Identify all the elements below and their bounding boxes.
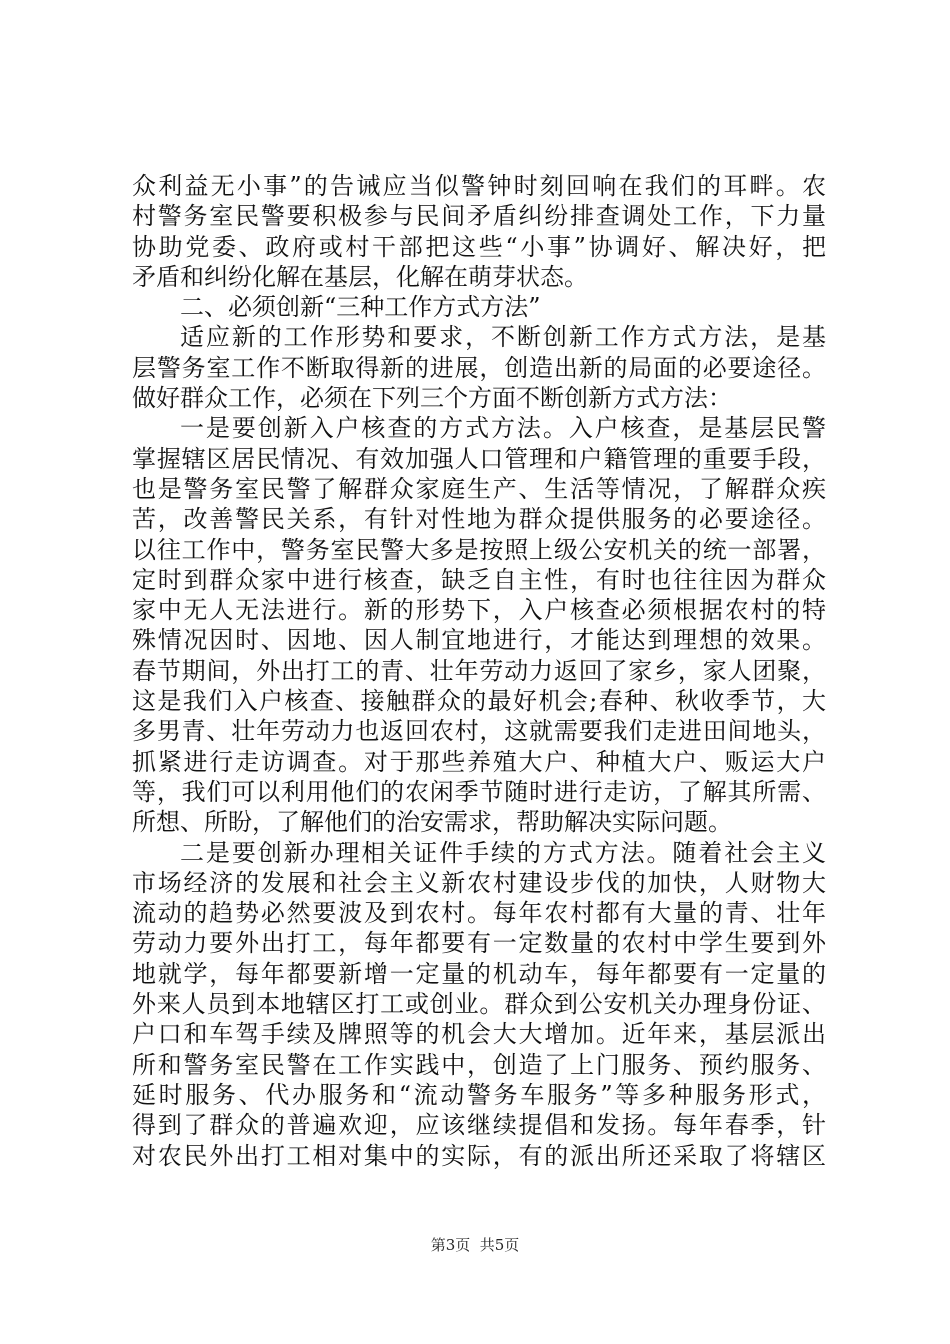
text-line: 一是要创新入户核查的方式方法。入户核查，是基层民警: [180, 414, 826, 443]
text-line: 掌握辖区居民情况、有效加强人口管理和户籍管理的重要手段，: [132, 444, 826, 473]
text-line: 矛盾和纠纷化解在基层，化解在萌芽状态。: [132, 262, 588, 291]
text-line: 对农民外出打工相对集中的实际，有的派出所还采取了将辖区: [132, 1141, 826, 1170]
text-line: 协助党委、政府或村干部把这些“小事”协调好、解决好，把: [132, 232, 826, 261]
text-line: 外来人员到本地辖区打工或创业。群众到公安机关办理身份证、: [132, 990, 826, 1019]
text-line: 所和警务室民警在工作实践中，创造了上门服务、预约服务、: [132, 1050, 826, 1079]
text-line: 层警务室工作不断取得新的进展，创造出新的局面的必要途径。: [132, 353, 826, 382]
page-footer: [0, 1235, 950, 1255]
text-line: 以往工作中，警务室民警大多是按照上级公安机关的统一部署，: [132, 535, 826, 564]
text-line: 地就学，每年都要新增一定量的机动车，每年都要有一定量的: [132, 959, 826, 988]
text-line: 抓紧进行走访调查。对于那些养殖大户、种植大户、贩运大户: [132, 747, 826, 776]
text-line: 也是警务室民警了解群众家庭生产、生活等情况，了解群众疾: [132, 474, 826, 503]
text-line: 多男青、壮年劳动力也返回农村，这就需要我们走进田间地头，: [132, 717, 826, 746]
text-line: 市场经济的发展和社会主义新农村建设步伐的加快，人财物大: [132, 868, 826, 897]
text-line: 春节期间，外出打工的青、壮年劳动力返回了家乡，家人团聚，: [132, 656, 826, 685]
text-line: 劳动力要外出打工，每年都要有一定数量的农村中学生要到外: [132, 929, 826, 958]
text-line: 延时服务、代办服务和“流动警务车服务”等多种服务形式，: [132, 1080, 826, 1109]
text-line: 家中无人无法进行。新的形势下，入户核查必须根据农村的特: [132, 596, 826, 625]
text-line: 流动的趋势必然要波及到农村。每年农村都有大量的青、壮年: [132, 899, 826, 928]
text-line: 等，我们可以利用他们的农闲季节随时进行走访，了解其所需、: [132, 777, 826, 806]
text-line: 二、必须创新“三种工作方式方法”: [180, 293, 541, 322]
text-line: 得到了群众的普遍欢迎，应该继续提倡和发扬。每年春季，针: [132, 1111, 826, 1140]
text-line: 做好群众工作，必须在下列三个方面不断创新方式方法：: [132, 384, 732, 413]
text-line: 所想、所盼，了解他们的治安需求，帮助解决实际问题。: [132, 808, 732, 837]
text-line: 苦，改善警民关系，有针对性地为群众提供服务的必要途径。: [132, 505, 826, 534]
text-line: 这是我们入户核查、接触群众的最好机会;春种、秋收季节，大: [132, 687, 826, 716]
text-line: 众利益无小事”的告诫应当似警钟时刻回响在我们的耳畔。农: [132, 172, 826, 200]
text-line: 定时到群众家中进行核查，缺乏自主性，有时也往往因为群众: [132, 565, 826, 594]
text-line: 村警务室民警要积极参与民间矛盾纠纷排查调处工作，下力量: [132, 202, 826, 231]
document-body: [132, 171, 826, 1171]
text-line: 二是要创新办理相关证件手续的方式方法。随着社会主义: [180, 838, 826, 867]
text-line: 户口和车驾手续及牌照等的机会大大增加。近年来，基层派出: [132, 1020, 826, 1049]
text-line: 适应新的工作形势和要求，不断创新工作方式方法，是基: [180, 323, 826, 352]
page-number-label: 第3页 共5页: [430, 1236, 520, 1254]
text-line: 殊情况因时、因地、因人制宜地进行，才能达到理想的效果。: [132, 626, 826, 655]
